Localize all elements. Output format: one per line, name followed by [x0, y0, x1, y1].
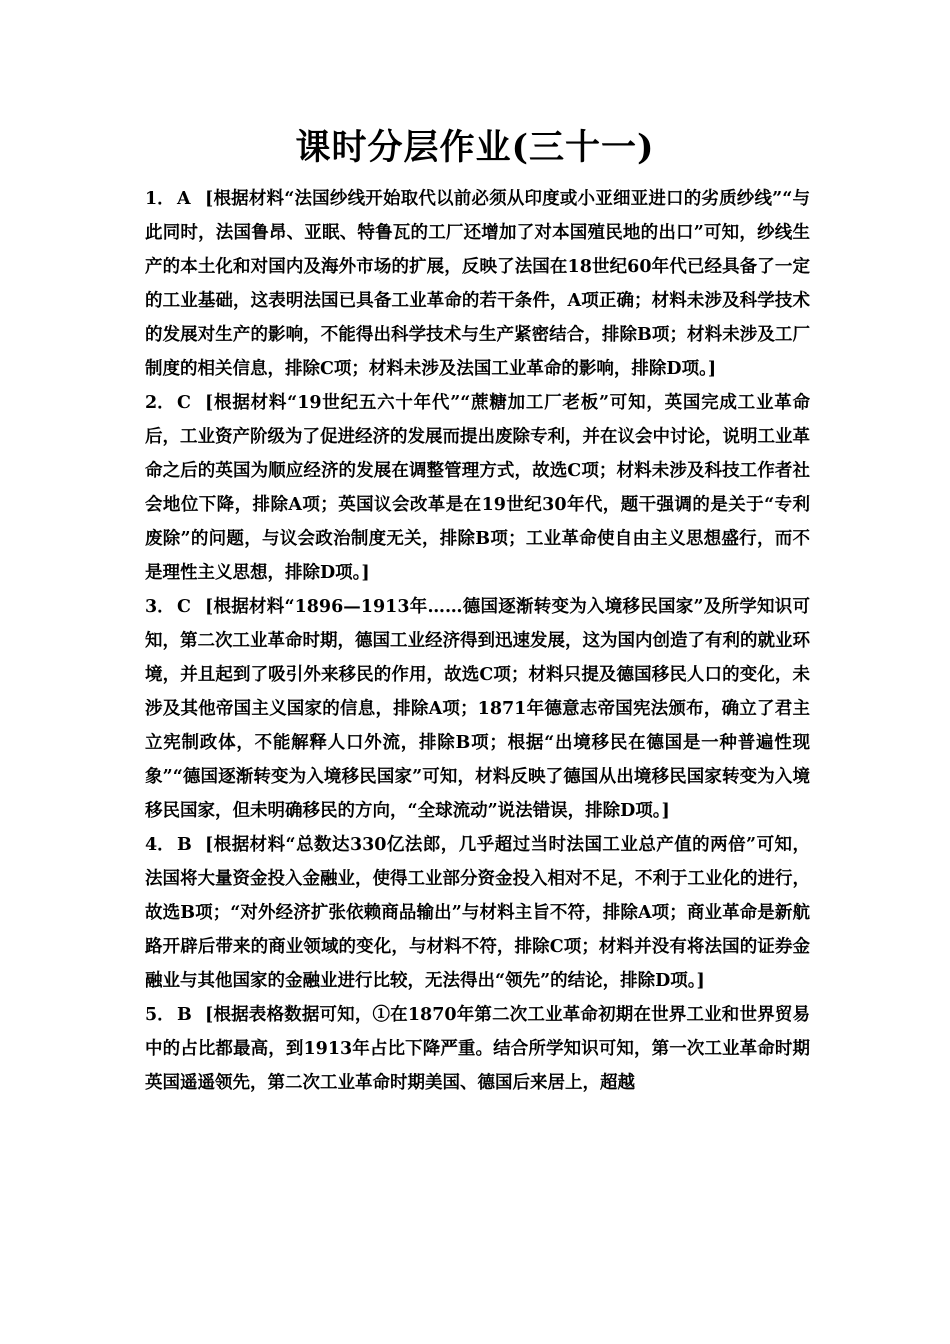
answer-item-1 [145, 182, 810, 386]
item-number: 2． [145, 393, 175, 413]
item-explanation: [根据表格数据可知，①在1870年第二次工业革命初期在世界工业和世界贸易中的占比都最高，到1913年占比下降严重。结合所学知识可知，第一次工业革命时期英国遥遥领先，第二次工业革命时期美国、德国后来居上，超越 [145, 1005, 810, 1093]
item-answer: C [177, 597, 191, 617]
item-explanation: [根据材料“法国纱线开始取代以前必须从印度或小亚细亚进口的劣质纱线”“与此同时，法国鲁昂、亚眠、特鲁瓦的工厂还增加了对本国殖民地的出口”可知，纱线生产的本土化和对国内及海外市场的扩展，反映了法国在18世纪60年代已经具备了一定的工业基础，这表明法国已具备工业革命的若干条件，A项正确；材料未涉及科学技术的发展对生产的影响，不能得出科学技术与生产紧密结合，排除B项；材料未涉及工厂制度的相关信息，排除C项；材料未涉及法国工业革命的影响，排除D项。] [145, 189, 810, 379]
item-number: 3． [145, 597, 175, 617]
item-explanation: [根据材料“1896—1913年……德国逐渐转变为入境移民国家”及所学知识可知，第二次工业革命时期，德国工业经济得到迅速发展，这为国内创造了有利的就业环境，并且起到了吸引外来移民的作用，故选C项；材料只提及德国移民人口的变化，未涉及其他帝国主义国家的信息，排除A项；1871年德意志帝国宪法颁布，确立了君主立宪制政体，不能解释人口外流，排除B项；根据“出境移民在德国是一种普遍性现象”“德国逐渐转变为入境移民国家”可知，材料反映了德国从出境移民国家转变为入境移民国家，但未明确移民的方向，“全球流动”说法错误，排除D项。] [145, 597, 810, 821]
answer-item-3 [145, 590, 810, 828]
item-answer: A [177, 189, 191, 209]
item-explanation: [根据材料“总数达330亿法郎，几乎超过当时法国工业总产值的两倍”可知，法国将大量资金投入金融业，使得工业部分资金投入相对不足，不利于工业化的进行，故选B项；“对外经济扩张依赖商品输出”与材料主旨不符，排除A项；商业革命是新航路开辟后带来的商业领域的变化，与材料不符，排除C项；材料并没有将法国的证券金融业与其他国家的金融业进行比较，无法得出“领先”的结论，排除D项。] [145, 835, 810, 991]
item-number: 4． [145, 835, 175, 855]
item-answer: C [177, 393, 191, 413]
item-number: 5． [145, 1005, 175, 1025]
item-number: 1． [145, 189, 175, 209]
page-title: 课时分层作业(三十一) [295, 127, 655, 168]
item-answer: B [177, 835, 192, 855]
answer-list [145, 182, 810, 1100]
item-explanation: [根据材料“19世纪五六十年代”“蔗糖加工厂老板”可知，英国完成工业革命后，工业资产阶级为了促进经济的发展而提出废除专利，并在议会中讨论，说明工业革命之后的英国为顺应经济的发展在调整管理方式，故选C项；材料未涉及科技工作者社会地位下降，排除A项；英国议会改革是在19世纪30年代，题干强调的是关于“专利废除”的问题，与议会政治制度无关，排除B项；工业革命使自由主义思想盛行，而不是理性主义思想，排除D项。] [145, 393, 810, 583]
answer-item-4 [145, 828, 810, 998]
item-answer: B [177, 1005, 192, 1025]
answer-item-2 [145, 386, 810, 590]
answer-item-5 [145, 998, 810, 1100]
